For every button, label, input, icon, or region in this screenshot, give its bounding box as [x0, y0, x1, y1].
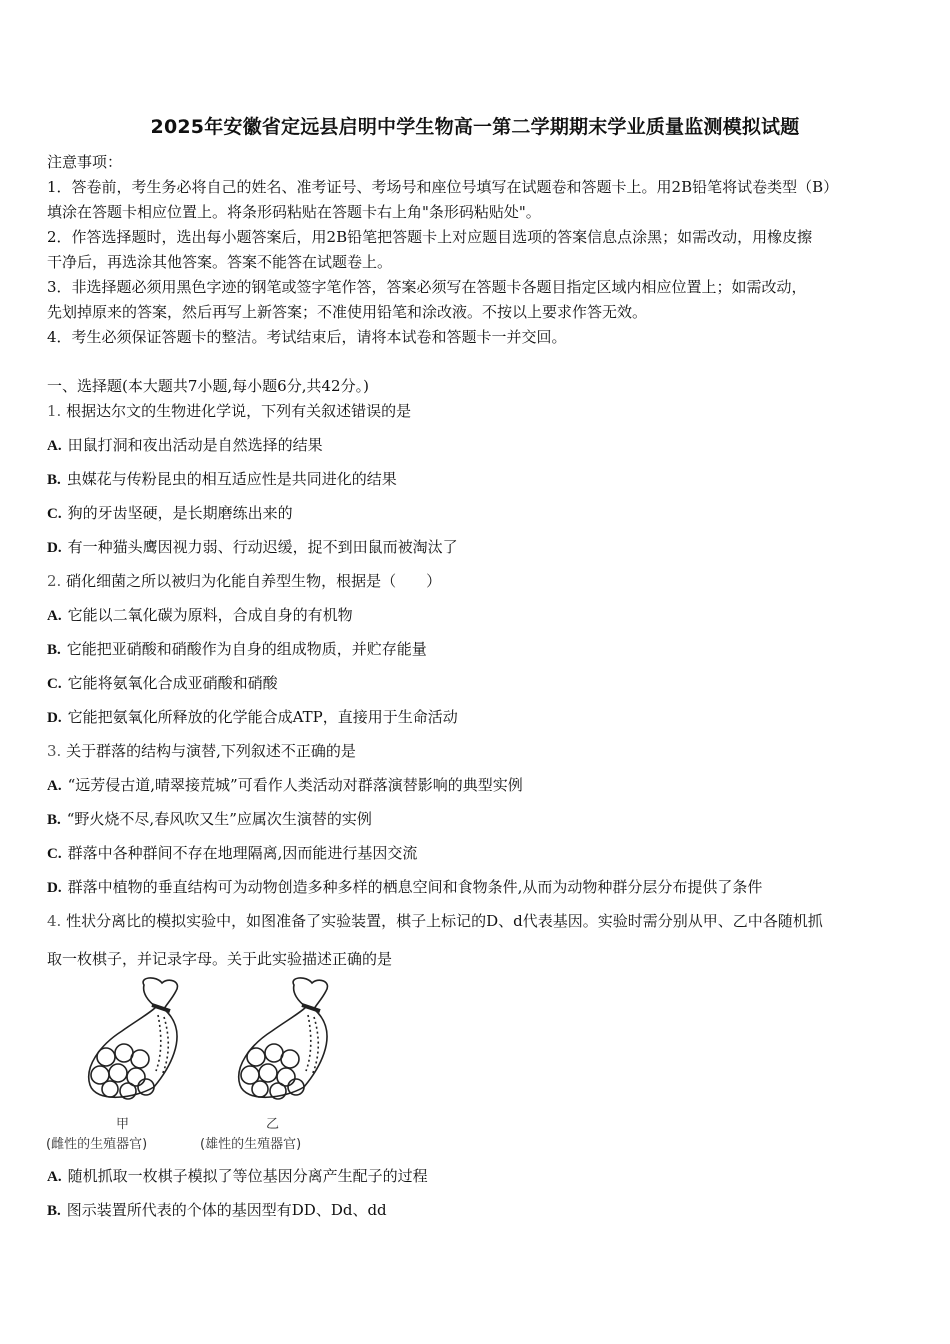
option-text: 群落中植物的垂直结构可为动物创造多种多样的栖息空间和食物条件,从而为动物种群分层分布提供了条件	[67, 878, 763, 896]
question-number: 1.	[47, 402, 62, 420]
question-1-option-a[interactable]	[47, 435, 323, 456]
figure-label-left: 甲	[116, 1117, 130, 1132]
option-label: B.	[47, 642, 61, 658]
option-text: 虫媒花与传粉昆虫的相互适应性是共同进化的结果	[66, 470, 397, 488]
option-label: C.	[47, 846, 62, 862]
option-text: 有一种猫头鹰因视力弱、行动迟缓，捉不到田鼠而被淘汰了	[67, 538, 458, 556]
bag-right-icon	[239, 978, 328, 1099]
figure-label-right: 乙	[266, 1117, 280, 1132]
page-title: 2025年安徽省定远县启明中学生物高一第二学期期末学业质量监测模拟试题	[150, 116, 800, 138]
option-text: 它能把亚硝酸和硝酸作为自身的组成物质，并贮存能量	[66, 640, 427, 658]
question-text: 根据达尔文的生物进化学说，下列有关叙述错误的是	[66, 402, 412, 420]
question-4-stem	[47, 911, 823, 931]
notice-line: 1．答卷前，考生务必将自己的姓名、准考证号、考场号和座位号填写在试题卷和答题卡上。用2B铅笔将试卷类型（B）	[47, 178, 839, 196]
option-label: C.	[47, 506, 62, 522]
question-3-stem	[47, 741, 356, 761]
question-text: 关于群落的结构与演替,下列叙述不正确的是	[66, 742, 356, 760]
notice-heading: 注意事项：	[47, 153, 123, 171]
option-text: 田鼠打洞和夜出活动是自然选择的结果	[67, 436, 323, 454]
bag-left-icon	[89, 978, 178, 1099]
notice-line: 3．非选择题必须用黑色字迹的钢笔或签字笔作答，答案必须写在答题卡各题目指定区域内相应位置上；如需改动，	[47, 278, 807, 296]
question-2-stem	[47, 571, 441, 591]
bag-figure	[44, 975, 344, 1155]
option-label: B.	[47, 812, 61, 828]
notice-line: 填涂在答题卡相应位置上。将条形码粘贴在答题卡右上角"条形码粘贴处"。	[47, 203, 541, 221]
question-4-option-b[interactable]	[47, 1200, 387, 1221]
question-number: 3.	[47, 742, 62, 760]
option-text: 随机抓取一枚棋子模拟了等位基因分离产生配子的过程	[67, 1167, 428, 1185]
option-label: C.	[47, 676, 62, 692]
question-1-option-c[interactable]	[47, 503, 293, 524]
bags-illustration	[44, 975, 344, 1115]
option-text: 狗的牙齿坚硬，是长期磨练出来的	[67, 504, 293, 522]
question-3-option-a[interactable]	[47, 775, 523, 796]
question-2-option-d[interactable]	[47, 707, 458, 728]
option-text: “远芳侵古道,晴翠接荒城”可看作人类活动对群落演替影响的典型实例	[67, 776, 523, 794]
option-text: 它能以二氧化碳为原料，合成自身的有机物	[67, 606, 353, 624]
question-2-option-b[interactable]	[47, 639, 427, 660]
question-1-option-d[interactable]	[47, 537, 458, 558]
option-label: D.	[47, 710, 62, 726]
notice-line: 干净后，再选涂其他答案。答案不能答在试题卷上。	[47, 253, 393, 271]
option-label: A.	[47, 438, 62, 454]
option-text: 它能将氨氧化合成亚硝酸和硝酸	[67, 674, 278, 692]
option-label: B.	[47, 1203, 61, 1219]
question-number: 2.	[47, 572, 62, 590]
option-label: D.	[47, 540, 62, 556]
question-3-option-c[interactable]	[47, 843, 417, 864]
notice-line: 4．考生必须保证答题卡的整洁。考试结束后，请将本试卷和答题卡一并交回。	[47, 328, 567, 346]
question-2-option-a[interactable]	[47, 605, 353, 626]
section-heading: 一、选择题(本大题共7小题,每小题6分,共42分。)	[47, 377, 369, 395]
option-label: B.	[47, 472, 61, 488]
question-3-option-b[interactable]	[47, 809, 372, 830]
option-label: A.	[47, 1169, 62, 1185]
option-text: 群落中各种群间不存在地理隔离,因而能进行基因交流	[67, 844, 418, 862]
figure-caption-left: (雌性的生殖器官)	[46, 1137, 148, 1152]
question-1-option-b[interactable]	[47, 469, 397, 490]
option-text: 它能把氨氧化所释放的化学能合成ATP，直接用于生命活动	[67, 708, 458, 726]
question-4-stem-cont: 取一枚棋子，并记录字母。关于此实验描述正确的是	[47, 950, 393, 968]
question-1-stem	[47, 401, 411, 421]
notice-line: 先划掉原来的答案，然后再写上新答案；不准使用铅笔和涂改液。不按以上要求作答无效。	[47, 303, 648, 321]
option-label: D.	[47, 880, 62, 896]
question-text: 性状分离比的模拟实验中，如图准备了实验装置，棋子上标记的D、d代表基因。实验时需分别从甲、乙中各随机抓	[66, 912, 823, 930]
question-3-option-d[interactable]	[47, 877, 762, 898]
option-label: A.	[47, 608, 62, 624]
option-text: “野火烧不尽,春风吹又生”应属次生演替的实例	[66, 810, 372, 828]
question-4-option-a[interactable]	[47, 1166, 428, 1187]
question-2-option-c[interactable]	[47, 673, 278, 694]
question-number: 4.	[47, 912, 62, 930]
question-text: 硝化细菌之所以被归为化能自养型生物，根据是（ ）	[66, 572, 442, 590]
option-text: 图示装置所代表的个体的基因型有DD、Dd、dd	[66, 1201, 387, 1219]
figure-caption-right: (雄性的生殖器官)	[200, 1137, 302, 1152]
notice-line: 2．作答选择题时，选出每小题答案后，用2B铅笔把答题卡上对应题目选项的答案信息点涂黑；如需改动，用橡皮擦	[47, 228, 813, 246]
option-label: A.	[47, 778, 62, 794]
